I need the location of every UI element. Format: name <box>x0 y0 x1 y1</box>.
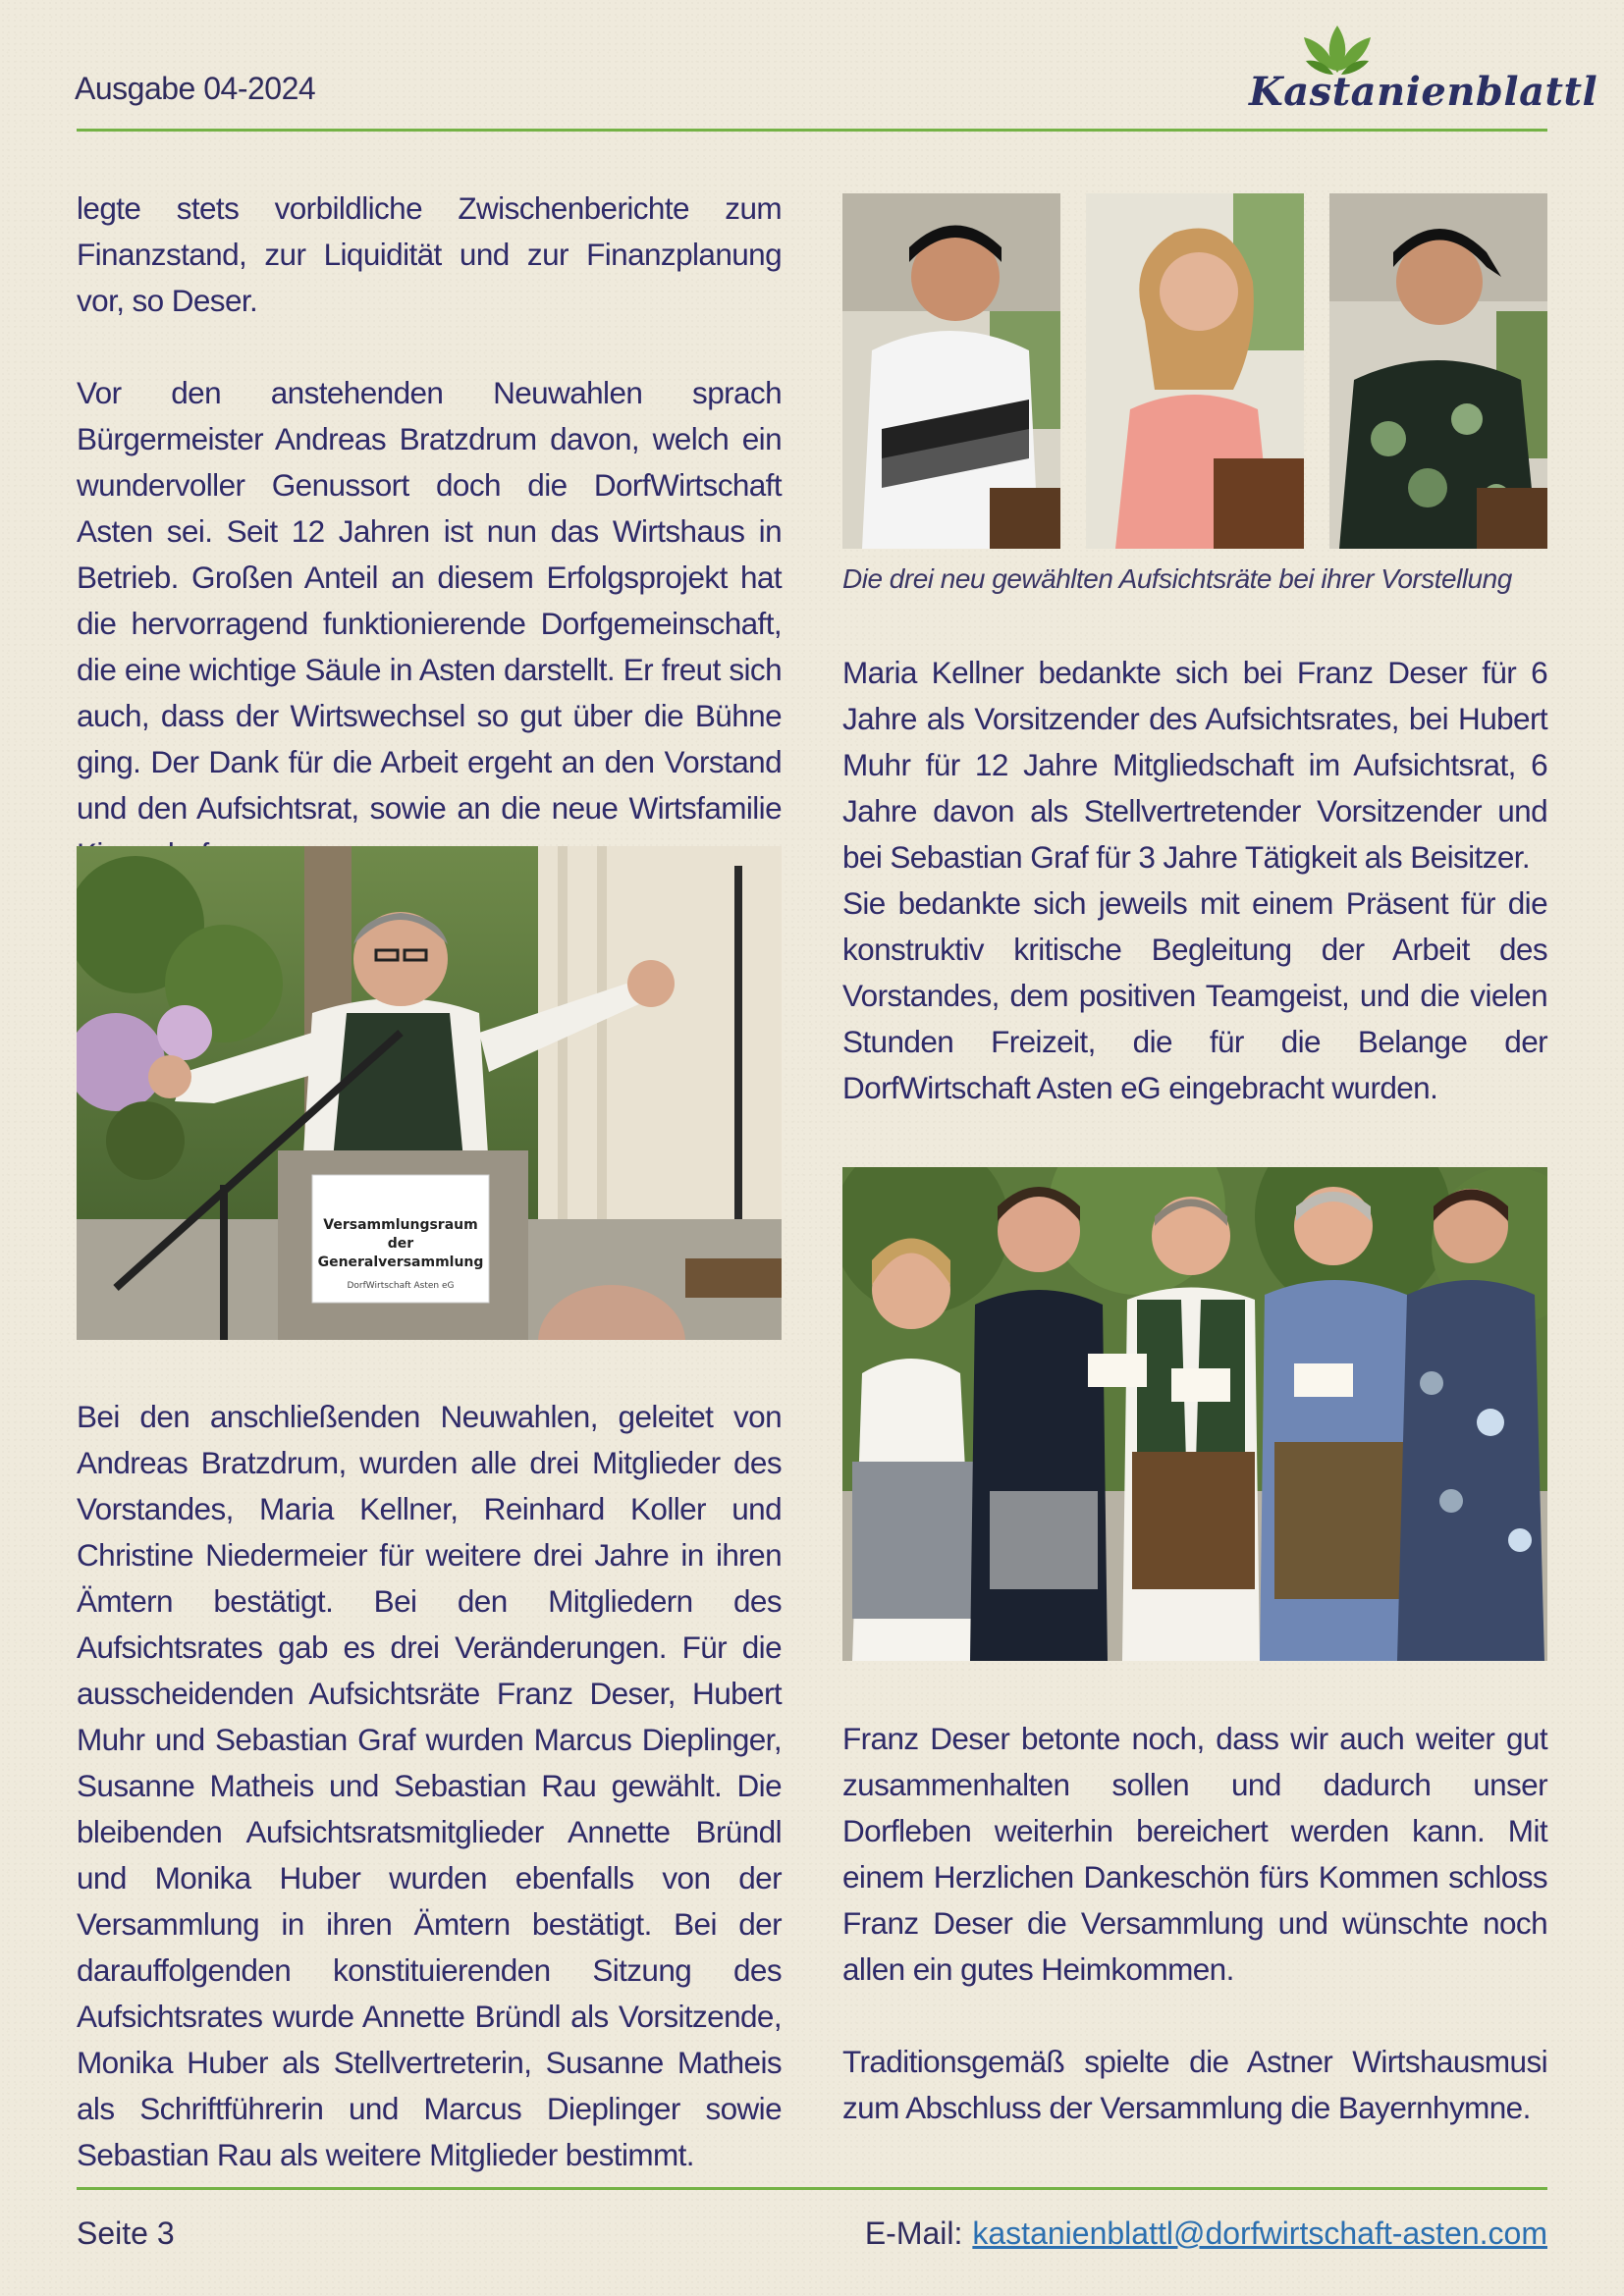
brand-wordmark: Kastanienblattl <box>1249 69 1598 115</box>
page-number: Seite 3 <box>77 2216 175 2251</box>
right-column-bottom <box>842 1716 1547 2131</box>
paragraph-mayor: Vor den anstehenden Neuwahlen sprach Bürgermeister Andreas Bratzdrum davon, welch ein wundervoller Genussort doch die DorfWirtschaft Asten sei. Seit 12 Jahren ist nun das Wirtshaus in Betrieb. Großen Anteil an diesem Erfolgsprojekt hat die hervorragend funktionierende Dorfgemeinschaft, die eine wichtige Säule in Asten darstellt. Er freut sich auch, dass der Wirtswechsel so gut über die Bühne ging. Der Dank für die Arbeit ergeht an den Vorstand und den Aufsichtsrat, sowie an die neue Wirtsfamilie <box>77 375 782 826</box>
portrait-photo-2 <box>1086 193 1304 549</box>
paragraph-closing: Franz Deser betonte noch, dass wir auch weiter gut zusammenhalten sollen und dadurch unser Dorfleben weiterhin bereichert werden kann. Mit einem Herzlichen Dankeschön fürs Kommen schloss Franz Deser die Versammlung und wünschte noch allen ein gutes Heimkommen. <box>842 1721 1547 1987</box>
portrait-photo-3 <box>1329 193 1547 549</box>
paragraph-thanks: Maria Kellner bedankte sich bei Franz Deser für 6 Jahre als Vorsitzender des Aufsichtsrates, bei Hubert Muhr für 12 Jahre Mitgliedschaft im Aufsichtsrat, 6 Jahre davon als Stellvertretender Vorsitzender und bei Sebastian Graf für 3 Jahre Tätigkeit als Beisitzer. <box>842 655 1547 875</box>
paragraph-elections: Bei den anschließenden Neuwahlen, geleitet von Andreas Bratzdrum, wurden alle drei Mitglieder des Vorstandes, Maria Kellner, Reinhard Koller und Christine Niedermeier für weitere drei Jahre in ihren Ämtern bestätigt. Bei den Mitgliedern des Aufsichtsrates gab es drei Veränderungen. Für die ausscheidenden Aufsichtsräte Franz Deser, Hubert Muhr und Sebastian Graf wurden Marcus Dieplinger, Susanne Matheis und Sebastian Rau gewählt. Die bleibenden Aufsichtsratsmitglieder Annette Bründl und Monika Huber wurden ebenfalls von der Versammlung in ihren Ämtern bestätigt. Bei der darauffolgenden konstituierenden Sitzung des Aufsichtsrates wurde Annette Bründl als Vorsitzende, Monika Huber als Stellvertreterin, Susanne Matheis als Schriftführerin und Marcus Dieplinger sowie Sebastian Rau als weitere Mitglieder bestimmt. <box>77 1399 782 2172</box>
paragraph-finance: legte stets vorbildliche Zwischenberichte zum Finanzstand, zur Liquidität und zur Finanzplanung vor, so Deser. <box>77 190 782 318</box>
sign-line-3: Generalversammlung <box>317 1255 484 1270</box>
brand-logo <box>1249 18 1598 116</box>
portrait-photo-1 <box>842 193 1060 549</box>
issue-label: Ausgabe 04-2024 <box>75 71 316 106</box>
sign-line-1: Versammlungsraum <box>323 1217 478 1233</box>
paragraph-anthem: Traditionsgemäß spielte die Astner Wirtshausmusi zum Abschluss der Versammlung die Bayernhymne. <box>842 2044 1547 2125</box>
sign-footer: DorfWirtschaft Asten eG <box>347 1281 455 1291</box>
footer-contact <box>865 2216 1547 2252</box>
header-divider <box>77 129 1547 132</box>
left-column-top <box>77 186 782 878</box>
right-column-top <box>842 650 1547 1111</box>
group-photo <box>842 1167 1547 1661</box>
photo-caption: Die drei neu gewählten Aufsichtsräte bei ihrer Vorstellung <box>842 563 1512 594</box>
paragraph-present: Sie bedankte sich jeweils mit einem Präsent für die konstruktiv kritische Begleitung der Arbeit des Vorstandes, dem positiven Teamgeist, und die vielen Stunden Freizeit, die für die Belange der DorfWirtschaft Asten eG eingebracht wurden. <box>842 885 1547 1105</box>
left-column-bottom <box>77 1394 782 2178</box>
speaker-photo <box>77 846 782 1340</box>
footer-divider <box>77 2187 1547 2190</box>
sign-line-2: der <box>387 1236 414 1252</box>
email-label: E-Mail: <box>864 2216 963 2251</box>
email-link[interactable]: kastanienblattl@dorfwirtschaft-asten.com <box>972 2216 1547 2251</box>
